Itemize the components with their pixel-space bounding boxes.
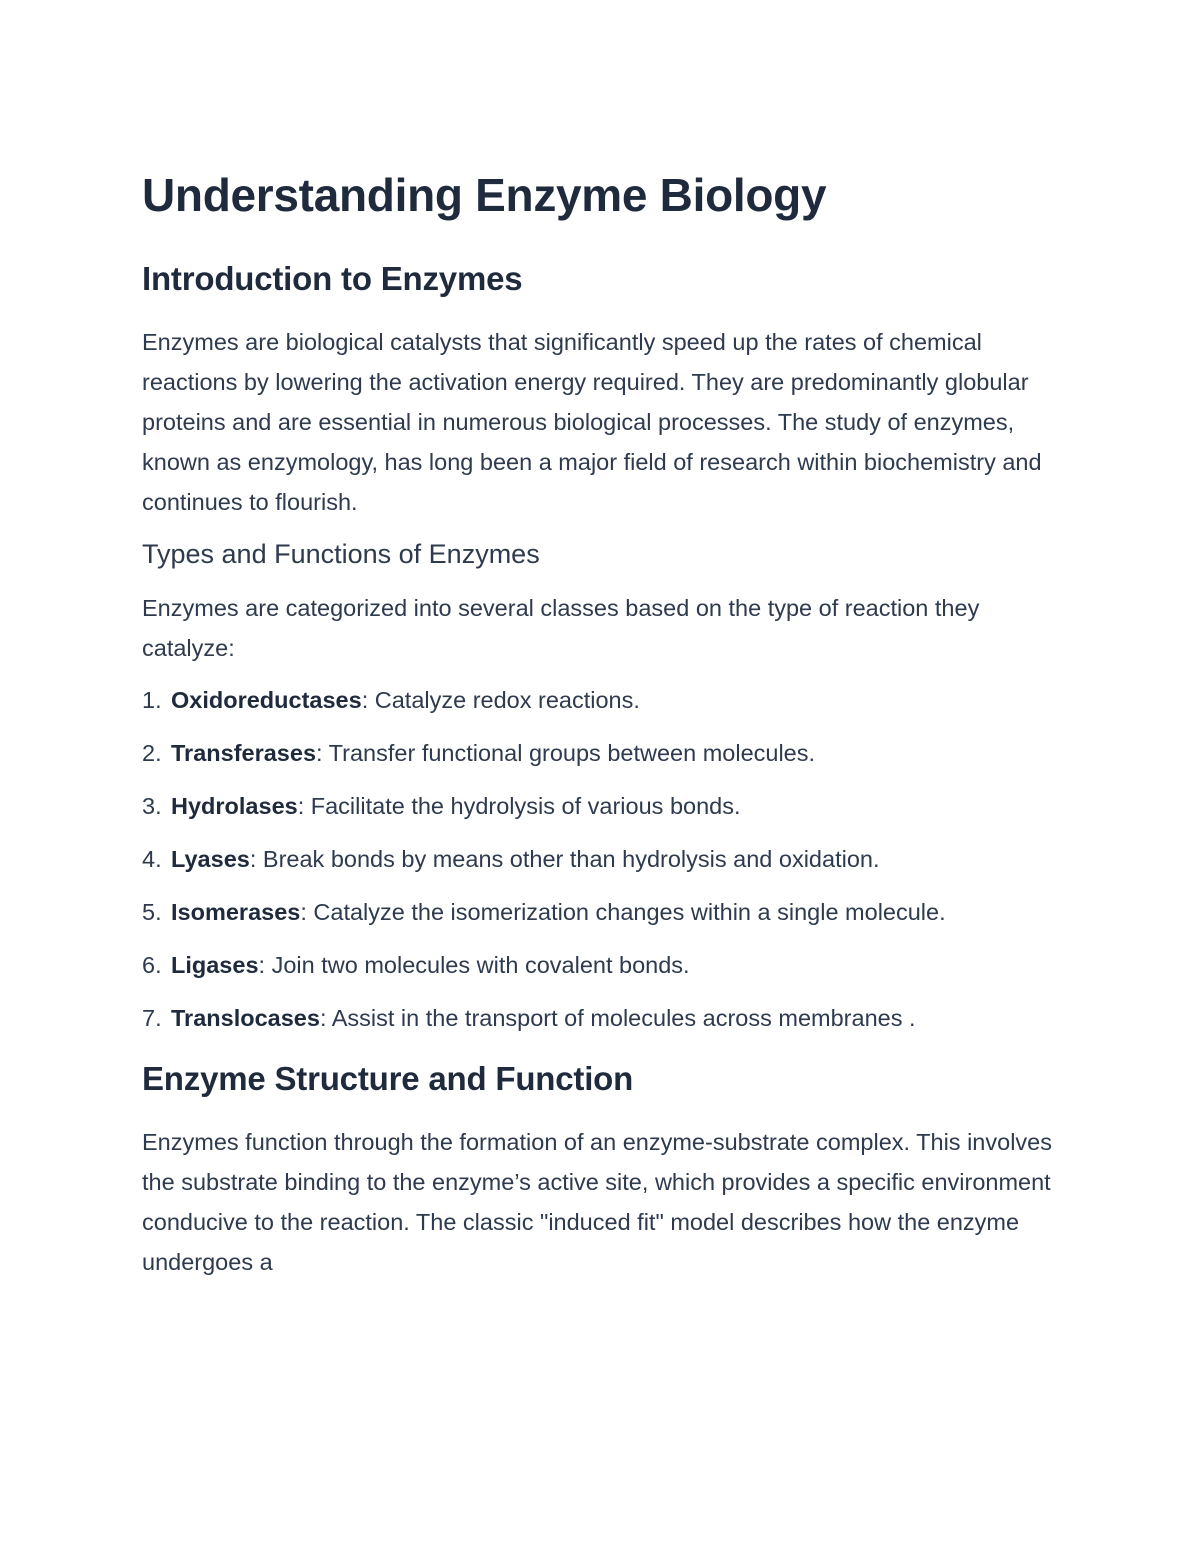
list-item-description: : Transfer functional groups between molecules. — [316, 740, 816, 766]
list-item-description: : Facilitate the hydrolysis of various bonds. — [297, 793, 741, 819]
list-item — [142, 945, 1062, 985]
list-item — [142, 733, 1062, 773]
structure-paragraph: Enzymes function through the formation of an enzyme-substrate complex. This involves the substrate binding to the enzyme’s active site, which provides a specific environment conducive to the reaction. The classic "induced fit" model describes how the enzyme undergoes a — [142, 1129, 1052, 1275]
list-item-number: 5. — [142, 899, 162, 925]
section-subheading-types: Types and Functions of Enzymes — [142, 539, 540, 569]
list-item-description: : Catalyze the isomerization changes within a single molecule. — [300, 899, 946, 925]
list-item-number: 6. — [142, 952, 162, 978]
list-item — [142, 839, 1062, 879]
list-item-description: : Catalyze redox reactions. — [361, 687, 640, 713]
list-item-term: Translocases — [171, 1005, 320, 1031]
types-paragraph: Enzymes are categorized into several classes based on the type of reaction they catalyze: — [142, 595, 980, 661]
list-item-term: Lyases — [171, 846, 250, 872]
document-page — [142, 160, 1062, 1294]
list-item-term: Oxidoreductases — [171, 687, 362, 713]
list-item-description: : Assist in the transport of molecules across membranes . — [319, 1005, 916, 1031]
list-item-term: Hydrolases — [171, 793, 298, 819]
list-item-number: 4. — [142, 846, 162, 872]
list-item-number: 7. — [142, 1005, 162, 1031]
document-title: Understanding Enzyme Biology — [142, 169, 827, 221]
list-item-number: 2. — [142, 740, 162, 766]
section-heading-introduction: Introduction to Enzymes — [142, 260, 523, 297]
list-item-number: 1. — [142, 687, 162, 713]
list-item-term: Isomerases — [171, 899, 301, 925]
list-item-term: Ligases — [171, 952, 259, 978]
list-item — [142, 892, 1062, 932]
list-item — [142, 998, 1062, 1038]
list-item-number: 3. — [142, 793, 162, 819]
enzyme-classes-list — [142, 680, 1062, 1038]
list-item — [142, 786, 1062, 826]
list-item — [142, 680, 1062, 720]
list-item-description: : Join two molecules with covalent bonds. — [258, 952, 690, 978]
introduction-paragraph: Enzymes are biological catalysts that significantly speed up the rates of chemical reactions by lowering the activation energy required. They are predominantly globular proteins and are essential in numerous biological processes. The study of enzymes, known as enzymology, has long been a major field of research within biochemistry and continues to flourish. — [142, 329, 1042, 515]
section-heading-structure: Enzyme Structure and Function — [142, 1060, 634, 1097]
list-item-term: Transferases — [171, 740, 317, 766]
list-item-description: : Break bonds by means other than hydrolysis and oxidation. — [249, 846, 880, 872]
